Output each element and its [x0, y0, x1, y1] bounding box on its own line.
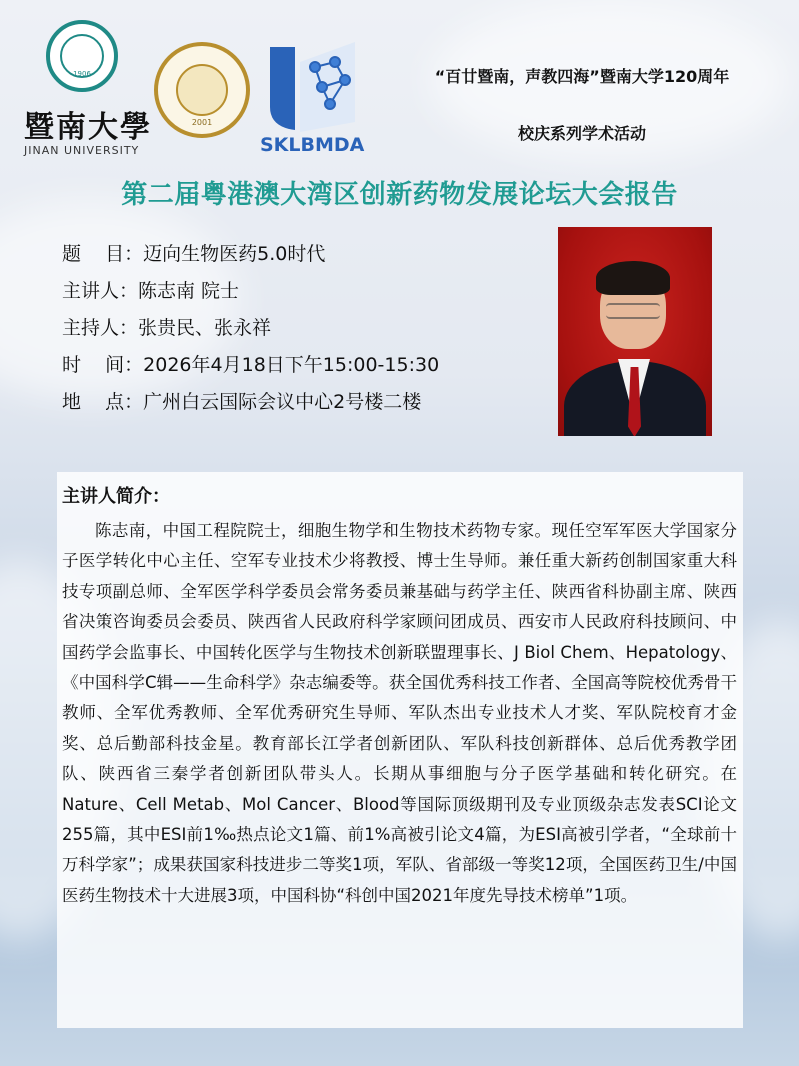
seal-year: 2001: [191, 118, 213, 127]
info-row-topic: [62, 236, 552, 273]
header-logos: [10, 12, 370, 162]
info-row-location: [62, 384, 552, 421]
event-subtitle-line1: “百廿暨南，声教四海”暨南大学120周年: [434, 67, 730, 86]
speaker-intro-box: [57, 472, 743, 1028]
info-value: 2026年4月18日下午15:00-15:30: [143, 354, 440, 376]
info-row-time: [62, 347, 552, 384]
intro-text: 陈志南，中国工程院院士，细胞生物学和生物技术药物专家。现任空军军医大学国家分子医学转化中心主任、空军专业技术少将教授、博士生导师。兼任重大新药创制国家重大科技专项副总师、全军医学科学委员会常务委员兼基础与药学主任、陕西省科协副主席、陕西省决策咨询委员会委员、陕西省人民政府科学家顾问团成员、西安市人民政府科技顾问、中国药学会监事长、中国转化医学与生物技术创新联盟理事长、J Biol Chem、Hepatology、《中国科学C辑——生命科学》杂志编委等。获全国优秀科技工作者、全国高等院校优秀骨干教师、全军优秀教师、全军优秀研究生导师、军队杰出专业技术人才奖、军队院校育才金奖、总后勤部科技金星。教育部长江学者创新团队、军队科技创新群体、总后优秀教学团队、陕西省三秦学者创新团队带头人。长期从事细胞与分子医学基础和转化研究。在Nature、Cell Metab、Mol Cancer、Blood等国际顶级期刊及专业顶级杂志发表SCI论文255篇，其中ESI前1‰热点论文1篇、前1%高被引论文4篇，为ESI高被引学者，“全球前十万科学家”；成果获国家科技进步二等奖1项，军队、省部级一等奖12项，全国医药卫生/中国医药生物技术十大进展3项，中国科协“科创中国2021年度先导技术榜单”1项。: [62, 521, 737, 905]
info-row-speaker: [62, 273, 552, 310]
info-label: 地 点：: [62, 391, 144, 413]
info-value: 张贵民、张永祥: [138, 317, 272, 339]
page-title: 第二届粤港澳大湾区创新药物发展论坛大会报告: [121, 180, 678, 210]
info-label: 主讲人：: [62, 280, 139, 302]
info-label: 题 目：: [62, 243, 144, 265]
lecture-info: [62, 236, 552, 421]
info-value: 广州白云国际会议中心2号楼二楼: [143, 391, 422, 413]
seal-year: 1906: [73, 70, 91, 78]
event-subtitle-line2: 校庆系列学术活动: [517, 124, 646, 143]
lab-name: SKLBMDA: [260, 134, 365, 156]
info-label: 主持人：: [62, 317, 139, 339]
info-label: 时 间：: [62, 354, 144, 376]
info-value: 迈向生物医药5.0时代: [143, 243, 326, 265]
intro-heading: 主讲人简介：: [62, 486, 170, 507]
university-name-en: JINAN UNIVERSITY: [24, 144, 140, 157]
info-row-host: [62, 310, 552, 347]
jinan-university-seal-icon: [46, 20, 118, 92]
university-name-cn: 暨南大學: [24, 110, 152, 145]
info-value: 陈志南 院士: [138, 280, 240, 302]
speaker-portrait: [558, 227, 712, 436]
college-of-pharmacy-seal-icon: [154, 42, 250, 138]
